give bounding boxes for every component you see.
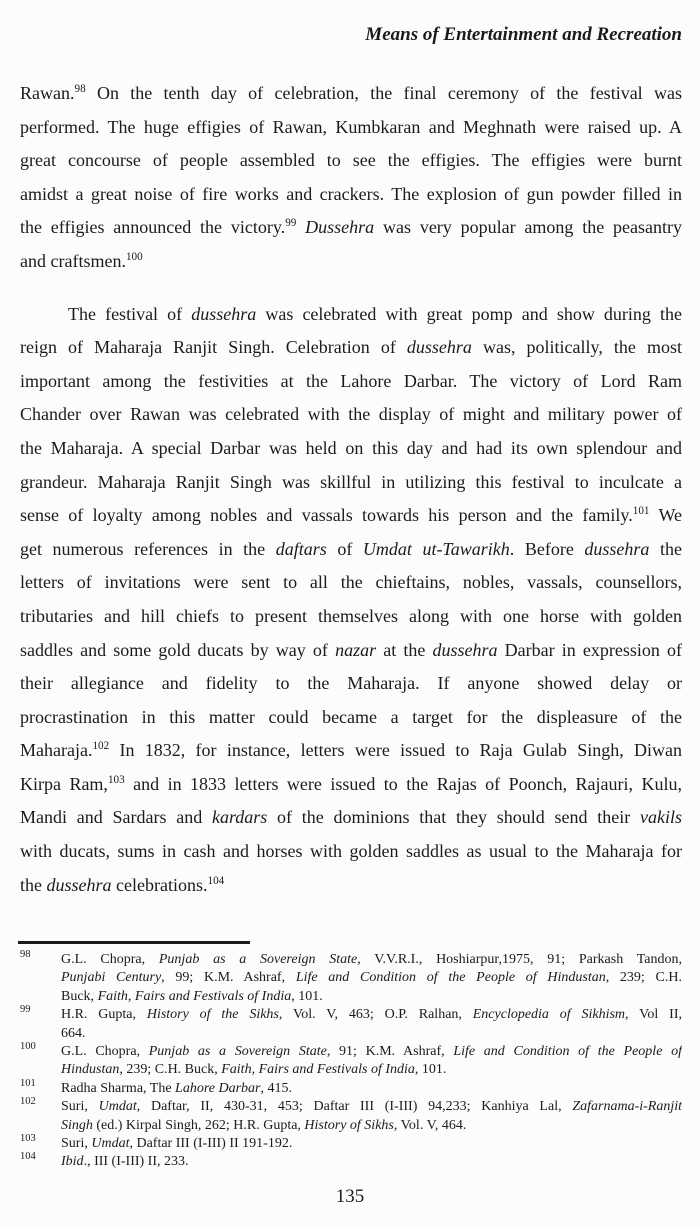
- text-line: [20, 365, 682, 399]
- footnotes-list: [20, 951, 682, 1172]
- italic-text: Punjab as a Sovereign State: [158, 952, 358, 967]
- text-line: [20, 245, 682, 279]
- text-run: , 415.: [260, 1080, 292, 1096]
- footnote-item: [20, 1135, 682, 1153]
- italic-text: Umdat ut-Tawarikh: [362, 538, 510, 559]
- running-header-title: Means of Entertainment and Recreation: [365, 24, 682, 45]
- text-line: [20, 600, 682, 634]
- italic-text: dussehra: [584, 538, 650, 559]
- footnote-ref: 104: [207, 874, 225, 887]
- page-number: 135: [335, 1186, 365, 1207]
- italic-text: History of Sikhs: [304, 1117, 394, 1133]
- text-line: [20, 77, 682, 111]
- italic-text: Punjabi Century: [61, 970, 162, 986]
- text-run: , 91; K.M. Ashraf,: [326, 1044, 454, 1060]
- text-line: [20, 667, 682, 701]
- text-run: the Maharaja. A special Darbar was held on this day and had its own splendour and: [20, 437, 682, 458]
- text-run: procrastination in this matter could became a target for the displeasure of the: [20, 706, 682, 727]
- footnote-line: [61, 1117, 682, 1135]
- text-run: the: [649, 538, 682, 559]
- text-run: with ducats, sums in cash and horses with golden saddles as usual to the Maharaja for: [20, 841, 682, 862]
- text-run: Chander over Rawan was celebrated with the display of might and military power of: [20, 404, 682, 425]
- footnote-ref: 98: [74, 83, 86, 95]
- footnote-item: [20, 1153, 682, 1171]
- text-run: Kirpa Ram,: [20, 773, 108, 794]
- text-line: [20, 634, 682, 668]
- text-run: tributaries and hill chiefs to present themselves along with one horse with golden: [20, 605, 682, 626]
- text-run: the effigies announced the victory.: [20, 217, 286, 238]
- italic-text: Ibid: [61, 1154, 84, 1170]
- footnote-number: 101: [20, 1077, 36, 1089]
- footnote-line: [61, 1061, 682, 1079]
- italic-text: Encyclopedia of Sikhism: [472, 1007, 626, 1023]
- italic-text: dussehra: [191, 303, 257, 324]
- text-line: [20, 466, 682, 500]
- italic-text: History of the Sikhs: [146, 1007, 279, 1023]
- text-run: . Before: [509, 538, 585, 559]
- footnote-number: 104: [20, 1151, 36, 1163]
- italic-text: kardars: [211, 807, 268, 828]
- footnote-number: 103: [20, 1133, 36, 1145]
- footnote-line: [61, 1025, 682, 1043]
- body-text: [20, 77, 682, 902]
- italic-text: Lahore Darbar: [175, 1080, 261, 1096]
- footnote-number: 100: [20, 1041, 36, 1053]
- text-line: [20, 869, 682, 903]
- text-run: , V.V.R.I., Hoshiarpur,1975, 91; Parkash Tandon,: [357, 952, 682, 967]
- text-line: [20, 398, 682, 432]
- italic-text: Umdat: [98, 1099, 137, 1115]
- text-run: 664.: [61, 1025, 86, 1041]
- italic-text: daftars: [275, 538, 327, 559]
- text-line: [20, 211, 682, 245]
- text-run: the: [20, 874, 47, 895]
- text-run: Darbar in expression of: [497, 639, 682, 660]
- footnote-line: [61, 1098, 682, 1116]
- footnote-item: [20, 1098, 682, 1135]
- text-line: [20, 835, 682, 869]
- italic-text: Singh: [61, 1117, 93, 1133]
- text-line: [20, 298, 682, 332]
- text-run: sense of loyalty among nobles and vassals towards his person and the family.: [20, 505, 633, 526]
- text-run: Radha Sharma, The: [61, 1080, 176, 1096]
- text-run: at the: [376, 639, 433, 660]
- footnote-line: [61, 988, 682, 1006]
- text-run: Suri,: [61, 1136, 92, 1152]
- text-run: Buck,: [61, 988, 98, 1004]
- footnote-number: 98: [20, 949, 31, 960]
- text-run: and in 1833 letters were issued to the Rajas of Poonch, Rajauri, Kulu,: [124, 773, 682, 794]
- italic-text: Faith, Fairs and Festivals of India: [97, 988, 292, 1004]
- paragraph: [20, 77, 682, 279]
- footnote-number: 102: [20, 1096, 36, 1108]
- text-line: [20, 178, 682, 212]
- text-run: H.R. Gupta,: [61, 1007, 147, 1023]
- footnote-ref: 100: [125, 250, 143, 263]
- footnote-line: [61, 1043, 682, 1061]
- text-line: [20, 533, 682, 567]
- footnote-item: [20, 1077, 682, 1098]
- text-run: and craftsmen.: [20, 250, 126, 271]
- footnote-ref: 101: [632, 505, 650, 518]
- paragraph: [20, 298, 682, 903]
- footnote-number: 99: [20, 1004, 31, 1016]
- text-run: We: [649, 505, 682, 526]
- text-run: performed. The huge effigies of Rawan, Kumbkaran and Meghnath were raised up. A: [20, 116, 682, 137]
- text-run: amidst a great noise of fire works and crackers. The explosion of gun powder filled in: [20, 183, 682, 204]
- text-run: , 239; C.H.: [605, 970, 682, 986]
- text-run: G.L. Chopra,: [61, 1044, 149, 1060]
- text-run: important among the festivities at the Lahore Darbar. The victory of Lord Ram: [20, 370, 682, 391]
- text-run: celebrations.: [111, 874, 208, 895]
- text-run: was, politically, the most: [471, 337, 682, 358]
- text-line: [20, 499, 682, 533]
- footnote-ref: 102: [92, 740, 110, 753]
- footnote-line: [61, 1135, 682, 1153]
- text-run: get numerous references in the: [20, 538, 276, 559]
- text-run: , 99; K.M. Ashraf,: [161, 970, 296, 986]
- text-line: [20, 768, 682, 802]
- italic-text: Punjab as a Sovereign State: [148, 1044, 327, 1060]
- text-run: letters of invitations were sent to all the chieftains, nobles, vassals, counsellors,: [20, 572, 682, 593]
- text-run: saddles and some gold ducats by way of: [20, 639, 336, 660]
- footnote-line: [61, 951, 682, 969]
- text-run: Mandi and Sardars and: [20, 807, 212, 828]
- text-run: On the tenth day of celebration, the final ceremony of the festival was: [85, 83, 682, 103]
- italic-text: dussehra: [46, 874, 112, 895]
- text-line: [20, 111, 682, 145]
- footnote-line: [61, 1080, 682, 1098]
- italic-text: vakils: [639, 807, 682, 828]
- italic-text: dussehra: [432, 639, 498, 660]
- footnote-ref: 99: [285, 217, 297, 230]
- text-line: [20, 701, 682, 735]
- italic-text: Hindustan: [61, 1062, 120, 1078]
- footnote-line: [61, 969, 682, 987]
- footnote-item: [20, 951, 682, 1006]
- footnote-ref: 103: [107, 773, 125, 786]
- text-run: grandeur. Maharaja Ranjit Singh was skillful in utilizing this festival to inculcate a: [20, 471, 682, 492]
- text-run: , 101.: [414, 1062, 447, 1078]
- text-run: Rawan.: [20, 83, 75, 103]
- text-line: [20, 331, 682, 365]
- italic-text: Faith, Fairs and Festivals of India: [221, 1062, 415, 1078]
- text-run: of: [326, 538, 363, 559]
- text-run: , 239; C.H. Buck,: [119, 1062, 222, 1078]
- footnote-line: [61, 1153, 682, 1171]
- text-run: their allegiance and fidelity to the Maharaja. If anyone showed delay or: [20, 673, 682, 694]
- text-run: ., III (I-III) II, 233.: [83, 1154, 189, 1170]
- text-line: [20, 801, 682, 835]
- italic-text: Life and Condition of the People of Hindustan: [295, 970, 606, 986]
- text-run: , Vol. V, 463; O.P. Ralhan,: [278, 1007, 473, 1023]
- text-run: , 101.: [291, 988, 323, 1004]
- text-run: Maharaja.: [20, 740, 93, 761]
- footnote-item: [20, 1043, 682, 1080]
- text-line: [20, 566, 682, 600]
- text-run: , Daftar III (I-III) II 191-192.: [129, 1136, 293, 1152]
- text-run: (ed.) Kirpal Singh, 262; H.R. Gupta,: [92, 1117, 305, 1133]
- running-header: [20, 24, 682, 46]
- text-run: great concourse of people assembled to see the effigies. The effigies were burnt: [20, 150, 682, 171]
- italic-text: nazar: [335, 639, 377, 660]
- text-line: [20, 734, 682, 768]
- italic-text: Umdat: [91, 1136, 130, 1152]
- text-line: [20, 432, 682, 466]
- text-line: [20, 144, 682, 178]
- text-run: G.L. Chopra,: [61, 952, 159, 967]
- footnote-line: [61, 1006, 682, 1024]
- text-run: reign of Maharaja Ranjit Singh. Celebration of: [20, 337, 407, 358]
- italic-text: Zafarnama-i-Ranjit: [572, 1099, 682, 1115]
- text-run: was very popular among the peasantry: [374, 217, 682, 238]
- text-run: , Vol. V, 464.: [393, 1117, 467, 1133]
- text-run: , Daftar, II, 430-31, 453; Daftar III (I-III) 94,233; Kanhiya Lal,: [136, 1099, 573, 1115]
- footnote-item: [20, 1006, 682, 1043]
- text-run: was celebrated with great pomp and show during the: [256, 303, 682, 324]
- italic-text: Life and Condition of the People of: [453, 1044, 682, 1060]
- italic-text: Dussehra: [305, 217, 375, 238]
- text-run: of the dominions that they should send their: [267, 807, 640, 828]
- italic-text: dussehra: [406, 337, 472, 358]
- text-run: Suri,: [61, 1099, 99, 1115]
- text-run: In 1832, for instance, letters were issued to Raja Gulab Singh, Diwan: [109, 740, 682, 761]
- footnote-separator-rule: [18, 941, 250, 944]
- text-run: [296, 217, 305, 237]
- text-run: The festival of: [68, 303, 192, 324]
- text-run: , Vol II,: [625, 1007, 682, 1023]
